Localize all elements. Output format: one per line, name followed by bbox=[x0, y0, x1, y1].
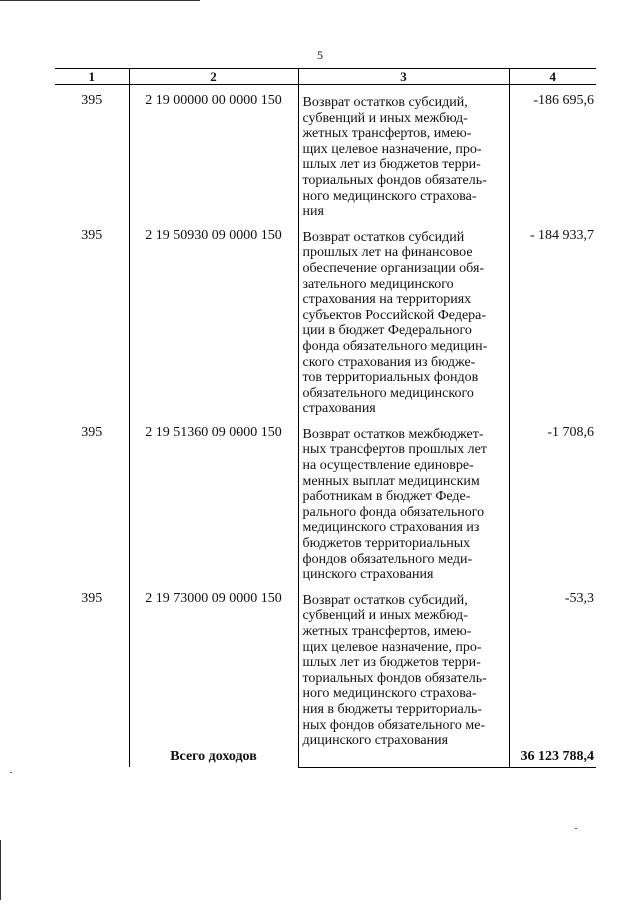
description-cell bbox=[298, 583, 509, 749]
description-line: жетных трансфертов, имею- bbox=[302, 126, 472, 142]
description-line: цинского страхования bbox=[302, 567, 434, 583]
description-line: на осуществление единовре- bbox=[302, 458, 474, 474]
description-line: субвенций и иных межбюд- bbox=[302, 608, 468, 624]
description-line: ного медицинского страхова- bbox=[302, 686, 477, 702]
description-line: шлых лет из бюджетов терри- bbox=[302, 655, 481, 671]
description-line: бюджетов территориальных bbox=[302, 536, 471, 552]
description-line: субвенций и иных межбюд- bbox=[302, 110, 468, 126]
description-line: зательного медицинского bbox=[302, 276, 454, 292]
description-cell bbox=[298, 220, 509, 417]
budget-code-cell: 2 19 51360 09 0000 150 bbox=[129, 417, 298, 583]
description-line: тов территориальных фондов bbox=[302, 370, 479, 386]
scan-speck bbox=[575, 828, 577, 829]
amount-cell: -53,3 bbox=[509, 583, 596, 749]
scan-edge-top bbox=[0, 0, 200, 1]
description-line: ных фондов обязательного ме- bbox=[302, 717, 486, 733]
column-header-1: 1 bbox=[55, 69, 129, 85]
description-line: работникам в бюджет Феде- bbox=[302, 489, 471, 505]
description-line: Возврат остатков межбюджет- bbox=[302, 426, 484, 442]
description-line: фондов обязательного меди- bbox=[302, 551, 473, 567]
description-cell bbox=[298, 85, 509, 220]
scan-edge-left bbox=[0, 840, 1, 900]
description-line: обеспечение организации обя- bbox=[302, 260, 485, 276]
description-line: Возврат остатков субсидий, bbox=[302, 592, 468, 608]
description-line: фонда обязательного медицин- bbox=[302, 338, 488, 354]
table-row bbox=[55, 85, 596, 220]
description-line: Возврат остатков субсидий, bbox=[302, 95, 468, 110]
description-line: ции в бюджет Федерального bbox=[302, 323, 472, 339]
description-line: прошлых лет на финансовое bbox=[302, 245, 473, 261]
description-line: ториальных фондов обязатель- bbox=[302, 172, 487, 188]
description-line: ториальных фондов обязатель- bbox=[302, 670, 487, 686]
amount-cell: -186 695,6 bbox=[509, 85, 596, 220]
page-number: 5 bbox=[317, 48, 323, 62]
amount-cell: - 184 933,7 bbox=[509, 220, 596, 417]
description-line: Возврат остатков субсидий bbox=[302, 229, 465, 245]
admin-code-cell: 395 bbox=[81, 227, 103, 243]
description-line: щих целевое назначение, про- bbox=[302, 141, 482, 157]
description-line: обязательного медицинского bbox=[302, 385, 474, 401]
description-line: щих целевое назначение, про- bbox=[302, 639, 482, 655]
revenue-table bbox=[55, 68, 596, 768]
budget-code-cell: 2 19 50930 09 0000 150 bbox=[129, 220, 298, 417]
amount-cell: -1 708,6 bbox=[509, 417, 596, 583]
description-line: менных выплат медицинским bbox=[302, 473, 480, 489]
total-label: Всего доходов bbox=[129, 749, 298, 768]
budget-code-cell: 2 19 00000 00 0000 150 bbox=[129, 85, 298, 220]
description-line: жетных трансфертов, имею- bbox=[302, 624, 472, 639]
scan-speck bbox=[10, 772, 12, 773]
budget-code-cell: 2 19 73000 09 0000 150 bbox=[129, 583, 298, 749]
table-row bbox=[55, 220, 596, 417]
admin-code-cell: 395 bbox=[81, 424, 103, 440]
description-line: ния bbox=[302, 204, 324, 220]
description-line: дицинского страхования bbox=[302, 733, 449, 749]
column-header-2: 2 bbox=[129, 69, 298, 85]
description-line: ного медицинского страхова- bbox=[302, 188, 477, 204]
description-cell bbox=[298, 417, 509, 583]
description-line: субъектов Российской Федера- bbox=[302, 307, 487, 323]
table-row bbox=[55, 417, 596, 583]
description-line: страхования на территориях bbox=[302, 292, 472, 308]
admin-code-cell: 395 bbox=[81, 590, 103, 606]
description-line: ского страхования из бюдже- bbox=[302, 354, 476, 370]
column-header-4: 4 bbox=[509, 69, 596, 85]
total-amount: 36 123 788,4 bbox=[509, 749, 596, 768]
description-line: рального фонда обязательного bbox=[302, 504, 485, 520]
description-line: шлых лет из бюджетов терри- bbox=[302, 157, 481, 173]
description-line: страхования bbox=[302, 401, 376, 417]
description-line: ния в бюджеты территориаль- bbox=[302, 701, 482, 717]
table-row bbox=[55, 583, 596, 749]
total-row bbox=[55, 749, 596, 768]
admin-code-cell: 395 bbox=[81, 93, 103, 108]
header-row bbox=[55, 69, 596, 85]
total-spacer bbox=[55, 749, 129, 768]
description-line: ных трансфертов прошлых лет bbox=[302, 442, 487, 458]
column-header-3: 3 bbox=[298, 69, 509, 85]
description-line: медицинского страхования из bbox=[302, 520, 480, 536]
total-empty-cell bbox=[298, 749, 509, 768]
